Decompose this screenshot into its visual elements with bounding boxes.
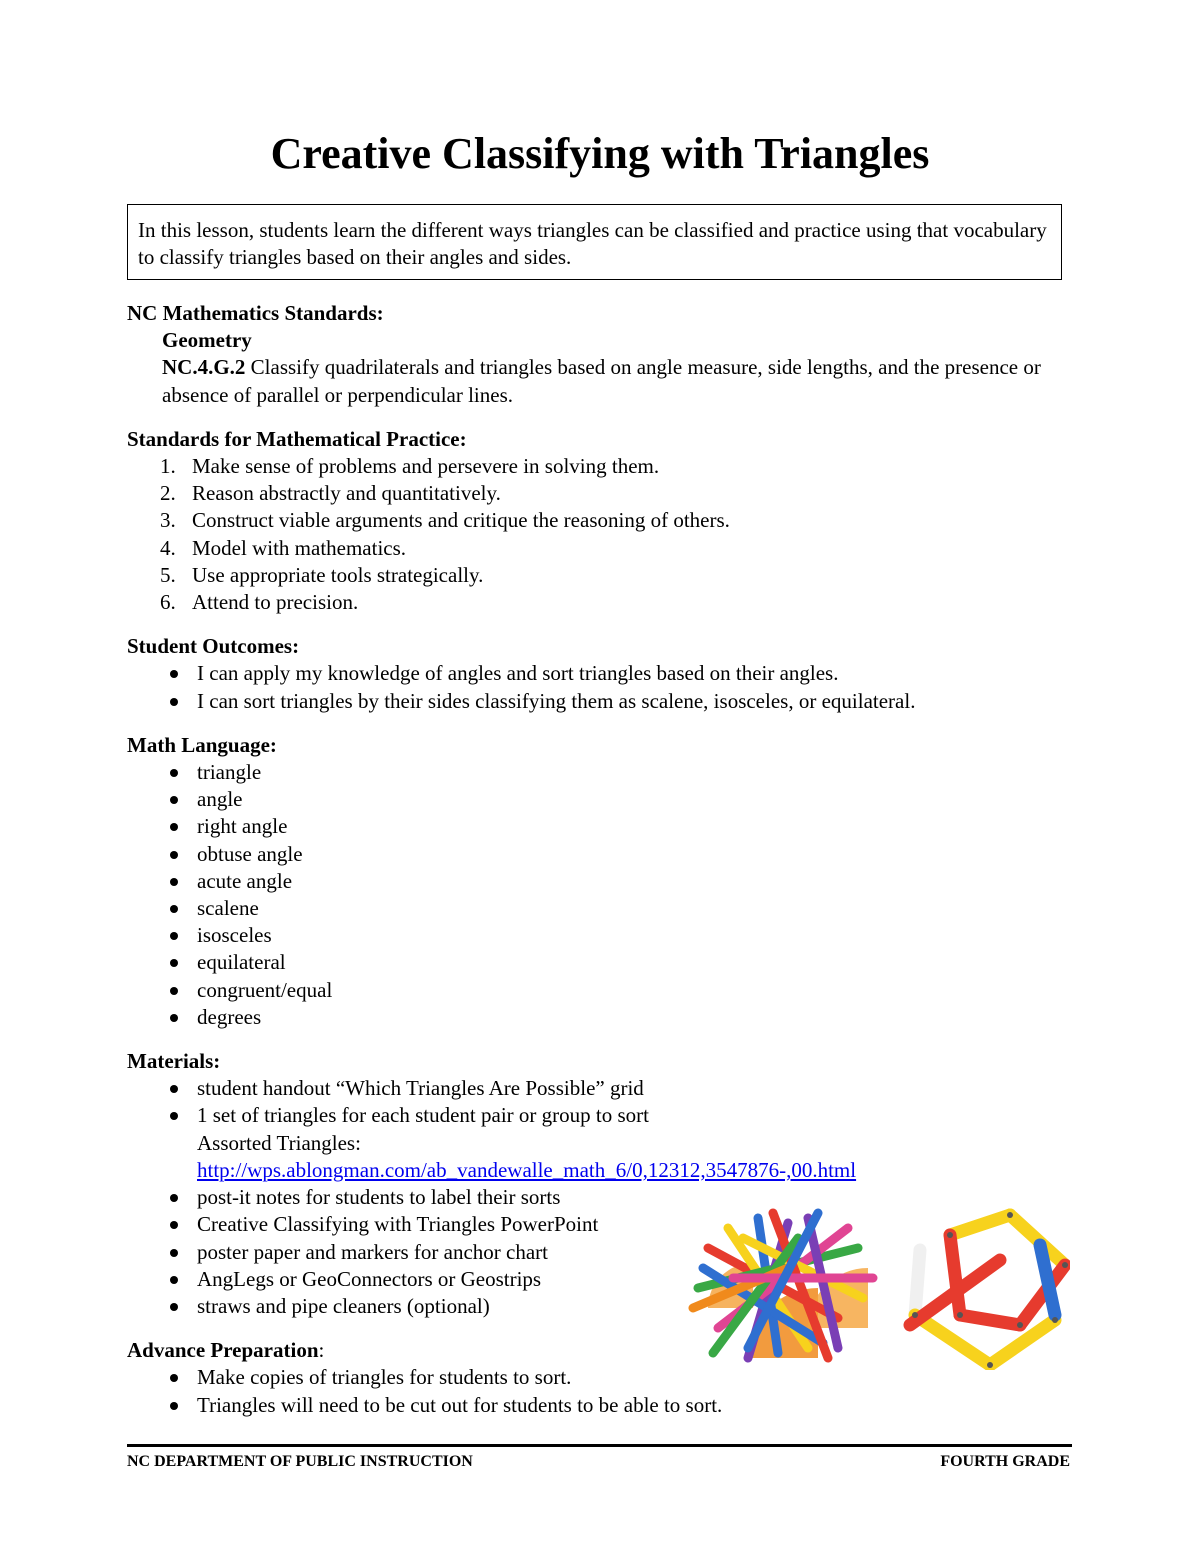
list-item: acute angle bbox=[127, 868, 1087, 895]
assorted-triangles-label: Assorted Triangles: bbox=[197, 1130, 361, 1155]
list-number: 4. bbox=[160, 535, 176, 560]
list-item: 1 set of triangles for each student pair or group to sort bbox=[127, 1102, 1087, 1129]
standard-statement bbox=[162, 354, 1087, 408]
list-text: Use appropriate tools strategically. bbox=[192, 562, 484, 587]
list-item bbox=[127, 562, 1087, 589]
materials-heading: Materials: bbox=[127, 1049, 221, 1074]
list-item: obtuse angle bbox=[127, 841, 1087, 868]
outcomes-list bbox=[127, 660, 1087, 714]
list-item: straws and pipe cleaners (optional) bbox=[127, 1293, 1087, 1320]
list-item: triangle bbox=[127, 759, 1087, 786]
standard-description: Classify quadrilaterals and triangles based on angle measure, side lengths, and the presence or absence of parallel or perpendicular lines. bbox=[162, 355, 1041, 407]
practice-list bbox=[127, 453, 1087, 616]
preparation-heading-colon: : bbox=[318, 1338, 325, 1363]
list-item bbox=[127, 589, 1087, 616]
materials-list bbox=[127, 1075, 1087, 1129]
list-item: equilateral bbox=[127, 949, 1087, 976]
list-number: 2. bbox=[160, 481, 176, 506]
math-language-heading: Math Language: bbox=[127, 732, 277, 757]
anglegs-photo bbox=[890, 1205, 1070, 1370]
footer-divider bbox=[127, 1444, 1072, 1447]
page-title: Creative Classifying with Triangles bbox=[270, 129, 930, 178]
list-text: Model with mathematics. bbox=[192, 535, 407, 560]
list-item: Creative Classifying with Triangles PowerPoint bbox=[127, 1211, 1087, 1238]
list-item bbox=[127, 507, 1087, 534]
list-text: Reason abstractly and quantitatively. bbox=[192, 481, 501, 506]
standards-domain: Geometry bbox=[162, 328, 252, 353]
list-text: Make sense of problems and persevere in solving them. bbox=[192, 454, 660, 479]
craft-sticks-photo bbox=[688, 1208, 878, 1363]
practice-heading: Standards for Mathematical Practice: bbox=[127, 426, 467, 451]
list-item: student handout “Which Triangles Are Possible” grid bbox=[127, 1075, 1087, 1102]
anglegs-strip bbox=[960, 1315, 1020, 1325]
footer-grade: FOURTH GRADE bbox=[940, 1453, 1070, 1470]
list-item bbox=[127, 453, 1087, 480]
list-item: congruent/equal bbox=[127, 977, 1087, 1004]
list-item: isosceles bbox=[127, 922, 1087, 949]
list-item: Triangles will need to be cut out for students to be able to sort. bbox=[127, 1392, 1087, 1419]
list-item: right angle bbox=[127, 813, 1087, 840]
math-language-list bbox=[127, 759, 1087, 1031]
anglegs-strip bbox=[915, 1250, 920, 1315]
list-number: 1. bbox=[160, 454, 176, 479]
anglegs-strip bbox=[950, 1215, 1010, 1235]
lesson-summary-box: In this lesson, students learn the different ways triangles can be classified and practice using that vocabulary to classify triangles based on their angles and sides. bbox=[127, 204, 1062, 280]
list-item: post-it notes for students to label their sorts bbox=[127, 1184, 1087, 1211]
list-number: 6. bbox=[160, 590, 176, 615]
outcomes-heading: Student Outcomes: bbox=[127, 634, 300, 659]
list-number: 3. bbox=[160, 508, 176, 533]
footer-department: NC DEPARTMENT OF PUBLIC INSTRUCTION bbox=[127, 1453, 473, 1470]
list-item: AngLegs or GeoConnectors or Geostrips bbox=[127, 1266, 1087, 1293]
list-item: degrees bbox=[127, 1004, 1087, 1031]
list-number: 5. bbox=[160, 562, 176, 587]
list-item: angle bbox=[127, 786, 1087, 813]
list-text: Attend to precision. bbox=[192, 590, 359, 615]
assorted-triangles-link[interactable]: http://wps.ablongman.com/ab_vandewalle_math_6/0,12312,3547876-,00.html bbox=[197, 1157, 857, 1182]
standard-code: NC.4.G.2 bbox=[162, 355, 246, 380]
preparation-list bbox=[127, 1364, 1087, 1418]
list-item: scalene bbox=[127, 895, 1087, 922]
standards-heading: NC Mathematics Standards: bbox=[127, 301, 384, 325]
list-item bbox=[127, 535, 1087, 562]
list-item bbox=[127, 480, 1087, 507]
list-text: Construct viable arguments and critique the reasoning of others. bbox=[192, 508, 730, 533]
preparation-heading-text: Advance Preparation bbox=[127, 1338, 319, 1363]
list-item: Make copies of triangles for students to sort. bbox=[127, 1364, 1087, 1391]
list-item: poster paper and markers for anchor chart bbox=[127, 1239, 1087, 1266]
list-item: I can sort triangles by their sides classifying them as scalene, isosceles, or equilateral. bbox=[127, 688, 1087, 715]
list-item: I can apply my knowledge of angles and sort triangles based on their angles. bbox=[127, 660, 1087, 687]
